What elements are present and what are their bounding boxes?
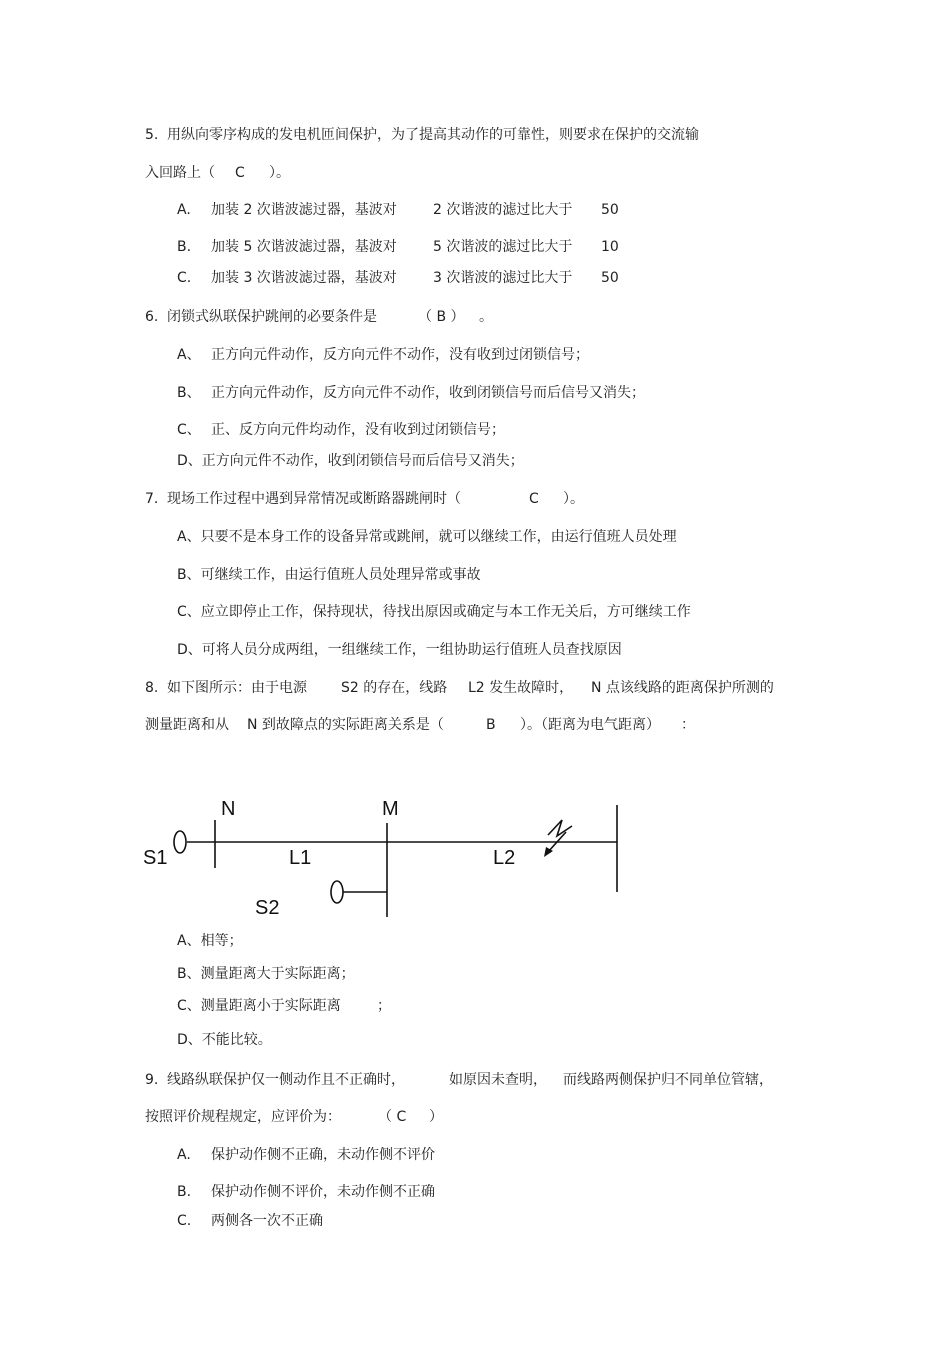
option-text: ； [377, 998, 391, 1014]
source-s2-symbol [331, 881, 343, 903]
option-letter: C、 [177, 422, 201, 438]
option-letter: A. [177, 202, 191, 218]
option-letter: A. [177, 1147, 191, 1163]
q8-stem-text: N 到故障点的实际距离关系是（ [247, 717, 444, 733]
option-text: A、只要不是本身工作的设备异常或跳闸，就可以继续工作，由运行值班人员处理 [177, 529, 677, 545]
option-letter: B. [177, 1184, 192, 1200]
label-l2: L2 [493, 847, 516, 869]
option-text: 两侧各一次不正确 [211, 1213, 323, 1229]
option-letter: C. [177, 1213, 192, 1229]
option-text: 2 次谐波的滤过比大于 [433, 202, 573, 218]
q7-answer: C [529, 491, 539, 507]
q5-number: 5. [145, 127, 159, 143]
q9-stem-text: 而线路两侧保护归不同单位管辖， [563, 1072, 773, 1088]
fault-lightning-icon [548, 820, 572, 836]
q9-answer: （ C [378, 1109, 407, 1125]
option-text: 5 次谐波的滤过比大于 [433, 239, 573, 255]
q8-stem-text: ： [681, 717, 695, 733]
option-text: D、不能比较。 [177, 1032, 272, 1048]
option-text: A、相等； [177, 933, 243, 949]
option-text: B、可继续工作，由运行值班人员处理异常或事故 [177, 567, 481, 583]
label-l1: L1 [289, 847, 312, 869]
q6-stem-text: 。 [479, 309, 493, 325]
option-text: 加装 3 次谐波滤过器，基波对 [211, 270, 397, 286]
option-value: 50 [601, 270, 619, 286]
option-text: C、测量距离小于实际距离 [177, 998, 341, 1014]
q6-number: 6. [145, 309, 159, 325]
option-text: 保护动作侧不正确，未动作侧不评价 [211, 1147, 435, 1163]
option-text: 加装 5 次谐波滤过器，基波对 [211, 239, 397, 255]
q9-stem-text: ） [429, 1109, 443, 1125]
q9-stem-text: 如原因未查明， [449, 1072, 547, 1088]
option-letter: A、 [177, 347, 201, 363]
option-value: 50 [601, 202, 619, 218]
q6-answer: （ B ） [418, 309, 465, 325]
q7-number: 7. [145, 491, 159, 507]
q9-stem-text: 按照评价规程规定，应评价为： [145, 1109, 341, 1125]
option-text: D、正方向元件不动作，收到闭锁信号而后信号又消失； [177, 453, 524, 469]
option-value: 10 [601, 239, 619, 255]
option-text: C、应立即停止工作，保持现状，待找出原因或确定与本工作无关后，方可继续工作 [177, 604, 691, 620]
source-s1-symbol [174, 831, 186, 853]
option-letter: B. [177, 239, 192, 255]
option-letter: C. [177, 270, 192, 286]
label-s2: S2 [255, 897, 280, 919]
option-text: 3 次谐波的滤过比大于 [433, 270, 573, 286]
option-letter: B、 [177, 385, 201, 401]
q8-stem-text: N 点该线路的距离保护所测的 [591, 680, 774, 696]
q8-answer: B [486, 717, 496, 733]
option-text: 保护动作侧不评价，未动作侧不正确 [211, 1184, 435, 1200]
q9-stem-text: 线路纵联保护仅一侧动作且不正确时， [167, 1072, 405, 1088]
q8-stem-text: 测量距离和从 [145, 717, 229, 733]
label-m: M [382, 798, 399, 820]
q5-answer: C [235, 165, 245, 181]
option-text: 正、反方向元件均动作，没有收到过闭锁信号； [211, 422, 505, 438]
q8-number: 8. [145, 680, 159, 696]
q7-stem-text: 现场工作过程中遇到异常情况或断路器跳闸时（ [167, 491, 461, 507]
label-n: N [221, 798, 236, 820]
q6-stem-text: 闭锁式纵联保护跳闸的必要条件是 [167, 309, 377, 325]
label-s1: S1 [143, 847, 168, 869]
q9-number: 9. [145, 1072, 159, 1088]
q8-stem-text: 如下图所示：由于电源 [167, 680, 307, 696]
option-text: 正方向元件动作，反方向元件不动作，没有收到过闭锁信号； [211, 347, 589, 363]
option-text: 加装 2 次谐波滤过器，基波对 [211, 202, 397, 218]
option-text: B、测量距离大于实际距离； [177, 966, 355, 982]
option-text: 正方向元件动作，反方向元件不动作，收到闭锁信号而后信号又消失； [211, 385, 645, 401]
q5-stem-text: ）。 [269, 165, 290, 181]
q8-stem-text: S2 的存在，线路 [341, 680, 448, 696]
q7-stem-text: ）。 [563, 491, 584, 507]
q5-stem-text: 入回路上（ [145, 165, 215, 181]
option-text: D、可将人员分成两组，一组继续工作，一组协助运行值班人员查找原因 [177, 642, 622, 658]
q5-stem-text: 用纵向零序构成的发电机匝间保护，为了提高其动作的可靠性，则要求在保护的交流输 [167, 127, 699, 143]
q8-stem-text: ）。（距离为电气距离） [520, 717, 660, 733]
q8-stem-text: L2 发生故障时， [468, 680, 574, 696]
